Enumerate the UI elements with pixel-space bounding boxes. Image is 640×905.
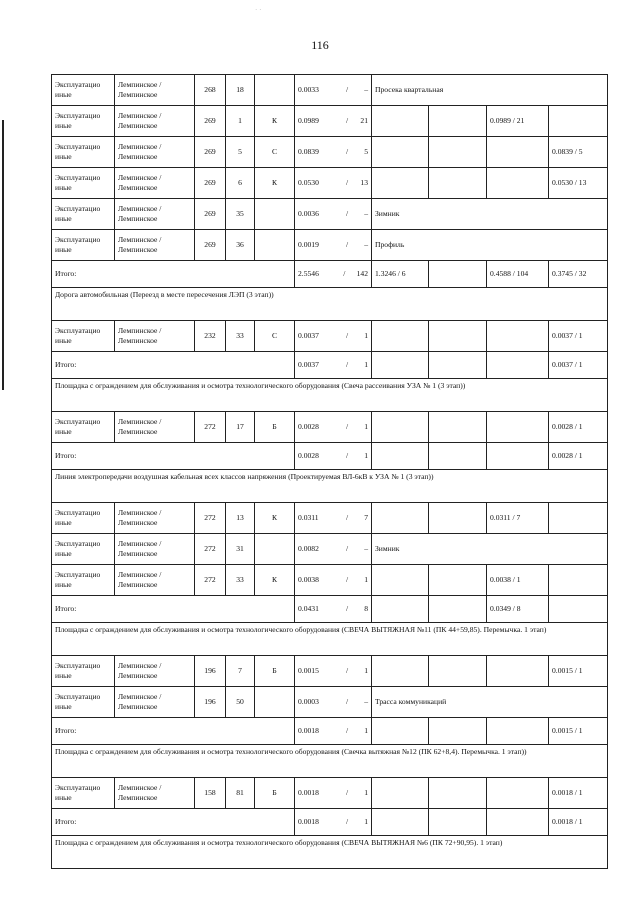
table-row [52, 321, 608, 352]
column-3-cell: 0.0038 / 1 [487, 565, 549, 596]
column-1-cell [372, 503, 429, 534]
column-2-cell [429, 718, 487, 745]
separator: / [345, 208, 349, 218]
count-value: 1 [364, 421, 368, 431]
kvartal-cell: 272 [195, 565, 226, 596]
forestry-cell: Лемпинское / Лемпинское [115, 168, 195, 199]
area-count [298, 240, 368, 250]
total-row [52, 352, 608, 379]
column-2-cell [429, 443, 487, 470]
area-count [298, 85, 368, 95]
total-row [52, 596, 608, 623]
column-2-cell [429, 137, 487, 168]
column-3-cell: 0.0349 / 8 [487, 596, 549, 623]
area-value: 0.0028 [298, 421, 319, 431]
area-count [298, 604, 368, 614]
kvartal-cell: 272 [195, 534, 226, 565]
total-label: Итого: [52, 596, 295, 623]
margin-bar [2, 120, 4, 390]
code-cell [255, 230, 295, 261]
kvartal-cell: 269 [195, 106, 226, 137]
separator: / [345, 543, 349, 553]
column-3-cell: 0.0311 / 7 [487, 503, 549, 534]
vydel-cell: 33 [226, 321, 255, 352]
area-value: 0.0431 [298, 603, 319, 613]
vydel-cell: 81 [226, 778, 255, 809]
forestry-cell: Лемпинское / Лемпинское [115, 687, 195, 718]
area-value: 0.0019 [298, 239, 319, 249]
category-cell: Эксплуатацио иные [52, 687, 115, 718]
area-count [298, 116, 368, 126]
separator: / [345, 450, 349, 460]
column-2-cell [429, 778, 487, 809]
vydel-cell: 17 [226, 412, 255, 443]
separator: / [345, 330, 349, 340]
table-row [52, 687, 608, 718]
column-1-cell [372, 565, 429, 596]
scan-noise-top: · · [255, 6, 262, 14]
area-cell [295, 565, 372, 596]
column-4-cell: 0.0839 / 5 [549, 137, 608, 168]
code-cell: К [255, 565, 295, 596]
column-2-cell [429, 261, 487, 288]
separator: / [345, 574, 349, 584]
category-cell: Эксплуатацио иные [52, 75, 115, 106]
kvartal-cell: 272 [195, 503, 226, 534]
section-header-row [52, 379, 608, 412]
count-value: 21 [360, 115, 368, 125]
total-label: Итого: [52, 718, 295, 745]
count-value: – [364, 84, 368, 94]
table-row [52, 778, 608, 809]
area-cell [295, 137, 372, 168]
category-cell: Эксплуатацио иные [52, 534, 115, 565]
column-2-cell [429, 596, 487, 623]
area-cell [295, 321, 372, 352]
category-cell: Эксплуатацио иные [52, 137, 115, 168]
column-2-cell [429, 565, 487, 596]
kvartal-cell: 196 [195, 687, 226, 718]
count-value: – [364, 239, 368, 249]
column-1-cell [372, 168, 429, 199]
separator: / [345, 603, 349, 613]
kvartal-cell: 269 [195, 230, 226, 261]
column-2-cell [429, 412, 487, 443]
total-label: Итого: [52, 809, 295, 836]
forestry-cell: Лемпинское / Лемпинское [115, 778, 195, 809]
forestry-cell: Лемпинское / Лемпинское [115, 75, 195, 106]
page-number: 116 [311, 38, 329, 52]
count-value: 1 [364, 330, 368, 340]
separator: / [345, 696, 349, 706]
column-2-cell [429, 321, 487, 352]
count-value: 1 [364, 574, 368, 584]
category-cell: Эксплуатацио иные [52, 199, 115, 230]
vydel-cell: 7 [226, 656, 255, 687]
kvartal-cell: 268 [195, 75, 226, 106]
area-value: 0.0018 [298, 787, 319, 797]
area-value: 0.0033 [298, 84, 319, 94]
forestry-cell: Лемпинское / Лемпинское [115, 503, 195, 534]
column-4-cell: 0.0015 / 1 [549, 656, 608, 687]
section-header-row [52, 836, 608, 869]
code-cell: Б [255, 778, 295, 809]
column-2-cell [429, 106, 487, 137]
table-row [52, 168, 608, 199]
separator: / [343, 268, 346, 278]
count-value: 13 [360, 177, 368, 187]
area-count [298, 331, 368, 341]
code-cell [255, 75, 295, 106]
column-1-cell [372, 352, 429, 379]
section-title: Площадка с ограждением для обслуживания и осмотра технологического оборудования (Свечка вытяжная №12 (ПК 62+8,4). Перемычка. 1 этап)) [52, 745, 608, 778]
column-3-cell: 0.0989 / 21 [487, 106, 549, 137]
column-1-cell [372, 718, 429, 745]
column-1-cell [372, 656, 429, 687]
category-cell: Эксплуатацио иные [52, 321, 115, 352]
column-3-cell [487, 809, 549, 836]
area-cell [295, 596, 372, 623]
area-count [298, 451, 368, 461]
count-value: 1 [364, 665, 368, 675]
area-cell [295, 412, 372, 443]
column-1-cell [372, 106, 429, 137]
count-value: 142 [356, 268, 368, 278]
area-cell [295, 778, 372, 809]
note-cell: Просека квартальная [372, 75, 608, 106]
separator: / [345, 725, 349, 735]
count-value: – [364, 543, 368, 553]
separator: / [345, 359, 349, 369]
total-row [52, 809, 608, 836]
section-title: Площадка с ограждением для обслуживания и осмотра технологического оборудования (Свеча рассеивания УЗА № 1 (3 этап)) [52, 379, 608, 412]
section-header-row [52, 288, 608, 321]
separator: / [345, 665, 349, 675]
area-cell [295, 106, 372, 137]
column-1-cell [372, 443, 429, 470]
vydel-cell: 36 [226, 230, 255, 261]
kvartal-cell: 269 [195, 199, 226, 230]
forestry-cell: Лемпинское / Лемпинское [115, 106, 195, 137]
forestry-cell: Лемпинское / Лемпинское [115, 230, 195, 261]
forestry-cell: Лемпинское / Лемпинское [115, 534, 195, 565]
vydel-cell: 18 [226, 75, 255, 106]
section-header-row [52, 470, 608, 503]
column-4-cell: 0.0037 / 1 [549, 321, 608, 352]
area-cell [295, 168, 372, 199]
column-3-cell [487, 412, 549, 443]
area-cell [295, 199, 372, 230]
column-3-cell [487, 443, 549, 470]
section-header-row [52, 745, 608, 778]
column-3-cell [487, 718, 549, 745]
note-cell: Зимник [372, 199, 608, 230]
column-2-cell [429, 809, 487, 836]
column-3-cell [487, 656, 549, 687]
code-cell: С [255, 321, 295, 352]
total-label: Итого: [52, 443, 295, 470]
table-row [52, 106, 608, 137]
column-3-cell [487, 137, 549, 168]
kvartal-cell: 269 [195, 137, 226, 168]
area-cell [295, 718, 372, 745]
count-value: 1 [364, 450, 368, 460]
column-2-cell [429, 168, 487, 199]
area-value: 0.0037 [298, 330, 319, 340]
table-row [52, 412, 608, 443]
area-value: 0.0037 [298, 359, 319, 369]
area-count [298, 726, 368, 736]
column-4-cell [549, 503, 608, 534]
category-cell: Эксплуатацио иные [52, 230, 115, 261]
table-row [52, 656, 608, 687]
area-value: 0.0028 [298, 450, 319, 460]
vydel-cell: 6 [226, 168, 255, 199]
separator: / [345, 421, 349, 431]
section-title: Линия электропередачи воздушная кабельная всех классов напряжения (Проектируемая ВЛ-6кВ к УЗА № 1 (3 этап)) [52, 470, 608, 503]
code-cell [255, 687, 295, 718]
area-value: 0.0038 [298, 574, 319, 584]
count-value: – [364, 208, 368, 218]
column-1-cell [372, 778, 429, 809]
area-cell [295, 261, 372, 288]
section-title: Площадка с ограждением для обслуживания и осмотра технологического оборудования (СВЕЧА ВЫТЯЖНАЯ №6 (ПК 72+90,95). 1 этап) [52, 836, 608, 869]
column-2-cell [429, 503, 487, 534]
table-row [52, 230, 608, 261]
column-3-cell [487, 778, 549, 809]
note-cell: Трасса коммуникаций [372, 687, 608, 718]
table-row [52, 75, 608, 106]
column-1-cell [372, 809, 429, 836]
section-title: Дорога автомобильная (Переезд в месте пересечения ЛЭП (3 этап)) [52, 288, 608, 321]
vydel-cell: 31 [226, 534, 255, 565]
column-4-cell: 0.0037 / 1 [549, 352, 608, 379]
column-1-cell [372, 412, 429, 443]
table-body [52, 75, 608, 869]
code-cell: К [255, 168, 295, 199]
forestry-cell: Лемпинское / Лемпинское [115, 565, 195, 596]
area-cell [295, 352, 372, 379]
area-count [298, 360, 368, 370]
separator: / [345, 115, 349, 125]
code-cell: Б [255, 412, 295, 443]
table-row [52, 503, 608, 534]
count-value: – [364, 696, 368, 706]
column-3-cell: 0.4588 / 104 [487, 261, 549, 288]
category-cell: Эксплуатацио иные [52, 168, 115, 199]
area-count [298, 422, 368, 432]
note-cell: Зимник [372, 534, 608, 565]
count-value: 8 [364, 603, 368, 613]
column-4-cell [549, 106, 608, 137]
table-row [52, 137, 608, 168]
area-value: 0.0003 [298, 696, 319, 706]
code-cell: Б [255, 656, 295, 687]
forestry-cell: Лемпинское / Лемпинское [115, 199, 195, 230]
column-3-cell [487, 168, 549, 199]
total-row [52, 718, 608, 745]
area-count [298, 178, 368, 188]
column-4-cell: 0.0530 / 13 [549, 168, 608, 199]
area-value: 0.0530 [298, 177, 319, 187]
category-cell: Эксплуатацио иные [52, 778, 115, 809]
area-count [298, 697, 368, 707]
vydel-cell: 33 [226, 565, 255, 596]
column-4-cell [549, 565, 608, 596]
area-value: 0.0989 [298, 115, 319, 125]
section-title: Площадка с ограждением для обслуживания и осмотра технологического оборудования (СВЕЧА ВЫТЯЖНАЯ №11 (ПК 44+59,85). Перемычка. 1 этап) [52, 623, 608, 656]
area-value: 2.5546 [298, 268, 319, 278]
column-1-cell [372, 321, 429, 352]
forestry-cell: Лемпинское / Лемпинское [115, 412, 195, 443]
category-cell: Эксплуатацио иные [52, 412, 115, 443]
category-cell: Эксплуатацио иные [52, 106, 115, 137]
forestry-cell: Лемпинское / Лемпинское [115, 656, 195, 687]
area-count [298, 817, 368, 827]
kvartal-cell: 272 [195, 412, 226, 443]
area-count [298, 147, 368, 157]
code-cell: К [255, 106, 295, 137]
area-cell [295, 443, 372, 470]
column-2-cell [429, 352, 487, 379]
code-cell [255, 534, 295, 565]
forestry-cell: Лемпинское / Лемпинское [115, 321, 195, 352]
area-cell [295, 75, 372, 106]
column-4-cell: 0.0028 / 1 [549, 412, 608, 443]
column-3-cell [487, 321, 549, 352]
area-value: 0.0311 [298, 512, 319, 522]
column-4-cell: 0.0018 / 1 [549, 809, 608, 836]
forestry-cell: Лемпинское / Лемпинское [115, 137, 195, 168]
land-table [51, 74, 608, 869]
category-cell: Эксплуатацио иные [52, 656, 115, 687]
area-value: 0.0082 [298, 543, 319, 553]
total-label: Итого: [52, 352, 295, 379]
area-cell [295, 230, 372, 261]
category-cell: Эксплуатацио иные [52, 503, 115, 534]
note-cell: Профиль [372, 230, 608, 261]
count-value: 1 [364, 359, 368, 369]
area-count [298, 209, 368, 219]
area-value: 0.0839 [298, 146, 319, 156]
separator: / [345, 146, 349, 156]
area-cell [295, 503, 372, 534]
total-row [52, 261, 608, 288]
area-count [298, 269, 368, 279]
section-header-row [52, 623, 608, 656]
category-cell: Эксплуатацио иные [52, 565, 115, 596]
kvartal-cell: 158 [195, 778, 226, 809]
vydel-cell: 5 [226, 137, 255, 168]
separator: / [345, 239, 349, 249]
column-4-cell: 0.3745 / 32 [549, 261, 608, 288]
area-cell [295, 687, 372, 718]
table-row [52, 199, 608, 230]
count-value: 1 [364, 816, 368, 826]
area-count [298, 513, 368, 523]
count-value: 5 [364, 146, 368, 156]
area-count [298, 544, 368, 554]
kvartal-cell: 269 [195, 168, 226, 199]
separator: / [345, 512, 349, 522]
column-4-cell: 0.0018 / 1 [549, 778, 608, 809]
separator: / [345, 787, 349, 797]
area-value: 0.0036 [298, 208, 319, 218]
area-count [298, 575, 368, 585]
area-value: 0.0018 [298, 816, 319, 826]
area-cell [295, 534, 372, 565]
area-cell [295, 809, 372, 836]
column-4-cell [549, 596, 608, 623]
column-1-cell [372, 137, 429, 168]
column-1-cell: 1.3246 / 6 [372, 261, 429, 288]
separator: / [345, 84, 349, 94]
area-count [298, 666, 368, 676]
area-cell [295, 656, 372, 687]
total-label: Итого: [52, 261, 295, 288]
column-2-cell [429, 656, 487, 687]
separator: / [345, 816, 349, 826]
vydel-cell: 35 [226, 199, 255, 230]
count-value: 7 [364, 512, 368, 522]
kvartal-cell: 232 [195, 321, 226, 352]
area-value: 0.0018 [298, 725, 319, 735]
column-4-cell: 0.0015 / 1 [549, 718, 608, 745]
total-row [52, 443, 608, 470]
vydel-cell: 13 [226, 503, 255, 534]
kvartal-cell: 196 [195, 656, 226, 687]
vydel-cell: 50 [226, 687, 255, 718]
code-cell [255, 199, 295, 230]
area-count [298, 788, 368, 798]
area-value: 0.0015 [298, 665, 319, 675]
column-4-cell: 0.0028 / 1 [549, 443, 608, 470]
table-row [52, 534, 608, 565]
separator: / [345, 177, 349, 187]
count-value: 1 [364, 725, 368, 735]
table-row [52, 565, 608, 596]
column-1-cell [372, 596, 429, 623]
column-3-cell [487, 352, 549, 379]
vydel-cell: 1 [226, 106, 255, 137]
code-cell: С [255, 137, 295, 168]
count-value: 1 [364, 787, 368, 797]
code-cell: К [255, 503, 295, 534]
